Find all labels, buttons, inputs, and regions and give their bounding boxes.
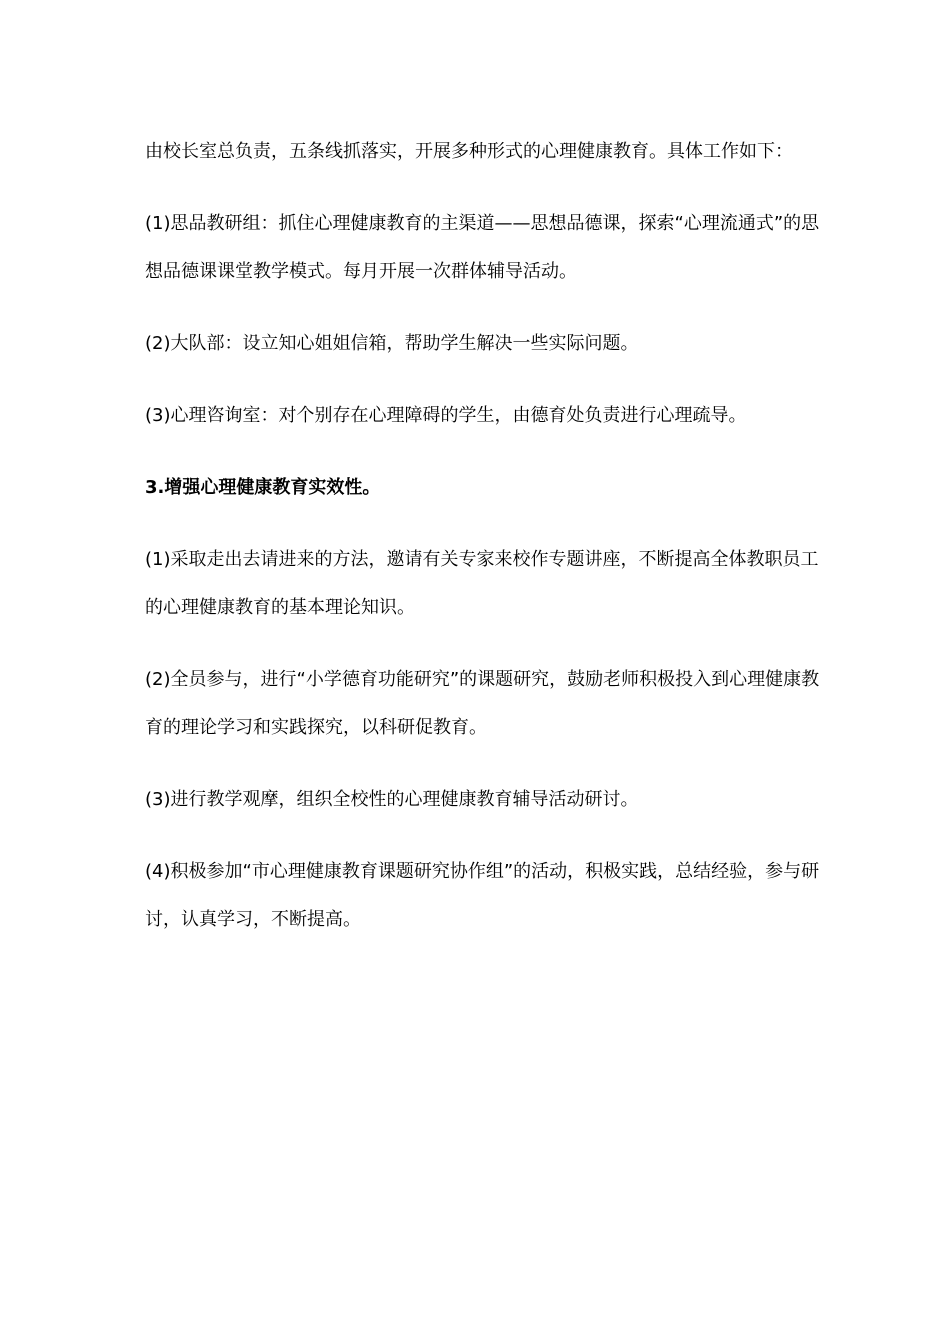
intro-paragraph: 由校长室总负责，五条线抓落实，开展多种形式的心理健康教育。具体工作如下： [145, 141, 793, 162]
list-item-brigade-department: (2)大队部：设立知心姐姐信箱，帮助学生解决一些实际问题。 [145, 333, 639, 354]
section-heading: 3.增强心理健康教育实效性。 [145, 477, 381, 498]
list-item-collaboration-group: (4)积极参加“市心理健康教育课题研究协作组”的活动，积极实践，总结经验，参与研讨，认真学习，不断提高。 [145, 861, 820, 930]
list-item-counseling-room: (3)心理咨询室：对个别存在心理障碍的学生，由德育处负责进行心理疏导。 [145, 405, 747, 426]
list-item-research-participation: (2)全员参与，进行“小学德育功能研究”的课题研究，鼓励老师积极投入到心理健康教育的理论学习和实践探究，以科研促教育。 [145, 669, 820, 738]
list-item-teaching-observation: (3)进行教学观摩，组织全校性的心理健康教育辅导活动研讨。 [145, 789, 639, 810]
list-item-sipin-research-group: (1)思品教研组：抓住心理健康教育的主渠道——思想品德课，探索“心理流通式”的思想品德课课堂教学模式。每月开展一次群体辅导活动。 [145, 213, 820, 282]
document-body [145, 128, 830, 968]
list-item-expert-lectures: (1)采取走出去请进来的方法，邀请有关专家来校作专题讲座，不断提高全体教职员工的心理健康教育的基本理论知识。 [145, 549, 819, 618]
